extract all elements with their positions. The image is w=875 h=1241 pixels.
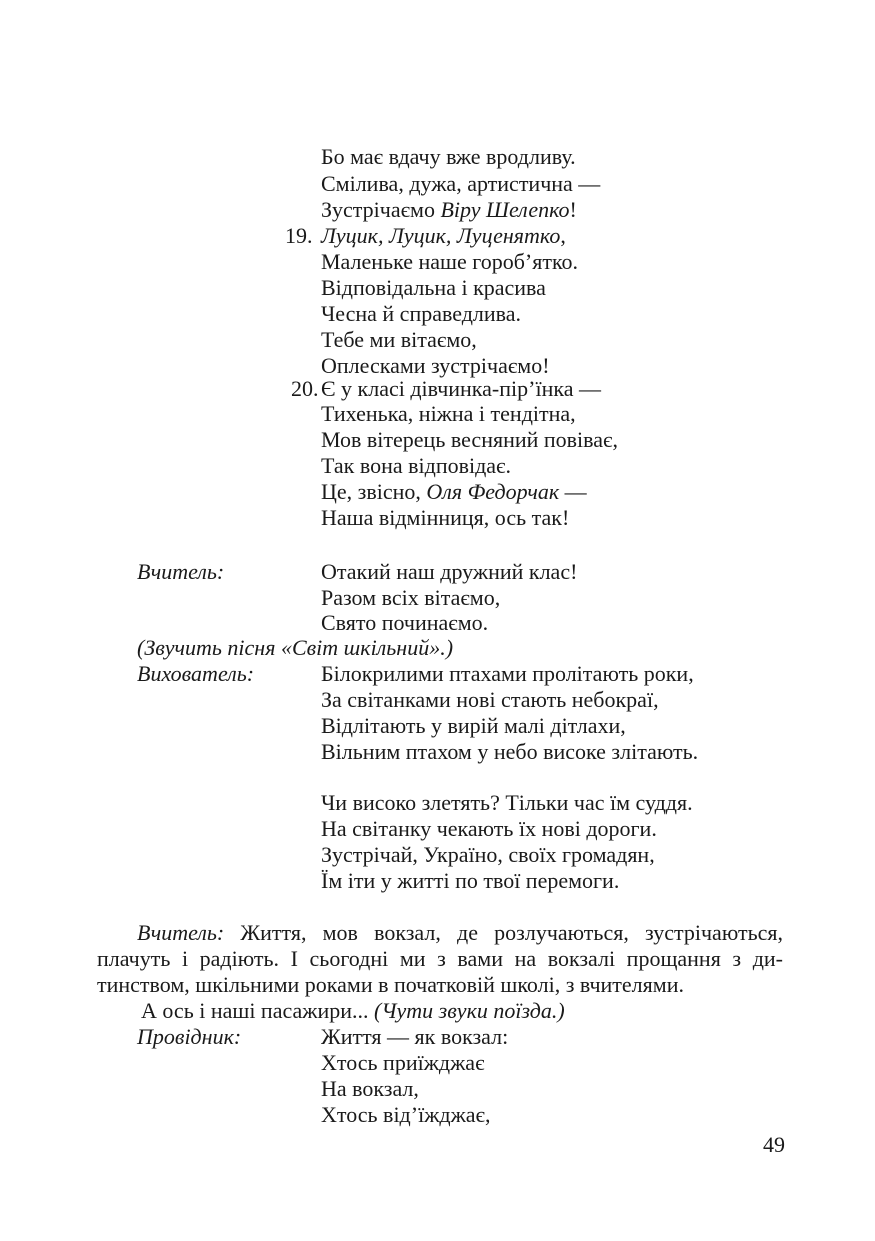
verse-line	[321, 275, 546, 301]
paragraph-line: плачуть і радіють. І сьогодні ми з вами на вокзалі прощання з ди-	[97, 946, 783, 971]
verse-line	[321, 144, 576, 170]
verse-line	[321, 687, 659, 713]
verse-text: Чесна й справедлива.	[321, 301, 522, 326]
verse-line	[321, 197, 577, 223]
page-number: 49	[763, 1132, 785, 1157]
verse-text: Вільним птахом у небо високе злітають.	[321, 739, 699, 764]
verse-line	[321, 559, 577, 585]
verse-text: Відлітають у вирій малі дітлахи,	[321, 713, 626, 738]
verse-number: 20.	[291, 376, 319, 401]
verse-number: 19.	[285, 223, 313, 248]
verse-text: !	[569, 197, 577, 222]
verse-text: Свято починаємо.	[321, 610, 489, 635]
verse-line	[321, 868, 619, 894]
verse-line	[321, 301, 521, 327]
verse-text: Смілива, дужа, артистична —	[321, 171, 601, 196]
verse-text: Їм іти у житті по твої перемоги.	[321, 868, 620, 893]
verse-text: Отакий наш дружний клас!	[321, 559, 578, 584]
verse-text: На вокзал,	[321, 1076, 419, 1101]
verse-text: Зустрічаємо	[321, 197, 441, 222]
speaker-label: Вчитель:	[137, 920, 225, 945]
verse-line	[321, 1076, 419, 1102]
verse-line	[321, 327, 477, 353]
verse-text: Оплесками зустрічаємо!	[321, 353, 550, 378]
verse-text: —	[559, 479, 587, 504]
verse-text: Життя — як вокзал:	[321, 1024, 509, 1049]
verse-text: Є у класі дівчинка-пір’їнка —	[321, 376, 601, 401]
verse-text: Хтось від’їжджає,	[321, 1102, 491, 1127]
stage-direction: (Звучить пісня «Світ шкільний».)	[137, 635, 454, 660]
verse-text: Наша відмінниця, ось так!	[321, 505, 570, 530]
verse-line	[321, 816, 657, 842]
verse-line	[321, 610, 488, 636]
speaker-label: Вихователь:	[137, 661, 255, 686]
verse-line	[321, 479, 587, 505]
verse-line	[321, 661, 694, 687]
verse-text: Це, звісно,	[321, 479, 427, 504]
verse-line	[321, 171, 600, 197]
verse-line	[321, 1024, 508, 1050]
verse-line	[321, 790, 693, 816]
verse-text: Бо має вдачу вже вродливу.	[321, 144, 576, 169]
paragraph-line: тинством, шкільними роками в початковій школі, з вчителями.	[97, 972, 684, 997]
verse-line	[321, 1102, 491, 1128]
verse-text: Відповідальна і красива	[321, 275, 546, 300]
verse-text: Тихенька, ніжна і тендітна,	[321, 401, 576, 426]
verse-line	[321, 376, 601, 402]
paragraph-line: Вчитель: Життя, мов вокзал, де розлучаються, зустрічаються,	[137, 920, 783, 945]
verse-text: Зустрічай, Україно, своїх громадян,	[321, 842, 655, 867]
verse-text: За світанками нові стають небокраї,	[321, 687, 659, 712]
verse-line	[321, 427, 618, 453]
verse-text: Хтось приїжджає	[321, 1050, 485, 1075]
verse-text: Мов вітерець весняний повіває,	[321, 427, 618, 452]
paragraph-line: А ось і наші пасажири... (Чути звуки поїзда.)	[141, 998, 565, 1023]
verse-text: На світанку чекають їх нові дороги.	[321, 816, 657, 841]
verse-line	[321, 505, 569, 531]
verse-line	[321, 842, 655, 868]
stage-direction: (Чути звуки поїзда.)	[374, 998, 565, 1023]
verse-line	[321, 585, 500, 611]
verse-text: Тебе ми вітаємо,	[321, 327, 477, 352]
verse-text: Білокрилими птахами пролітають роки,	[321, 661, 694, 686]
verse-line	[321, 401, 576, 427]
verse-line	[321, 249, 578, 275]
name-italic: Луцик, Луцик, Луценятко	[321, 223, 561, 248]
verse-line	[321, 713, 626, 739]
verse-text: ,	[560, 223, 566, 248]
speaker-label: Вчитель:	[137, 559, 225, 584]
verse-text: Так вона відповідає.	[321, 453, 511, 478]
verse-line	[321, 739, 698, 765]
verse-line	[321, 223, 566, 249]
name-italic: Віру Шелепко	[440, 197, 570, 222]
verse-line	[321, 1050, 485, 1076]
verse-text: Чи високо злетять? Тільки час їм суддя.	[321, 790, 693, 815]
verse-line	[321, 453, 511, 479]
speaker-label: Провідник:	[137, 1024, 242, 1049]
verse-text: Разом всіх вітаємо,	[321, 585, 501, 610]
name-italic: Оля Федорчак	[426, 479, 560, 504]
verse-text: Маленьке наше гороб’ятко.	[321, 249, 579, 274]
